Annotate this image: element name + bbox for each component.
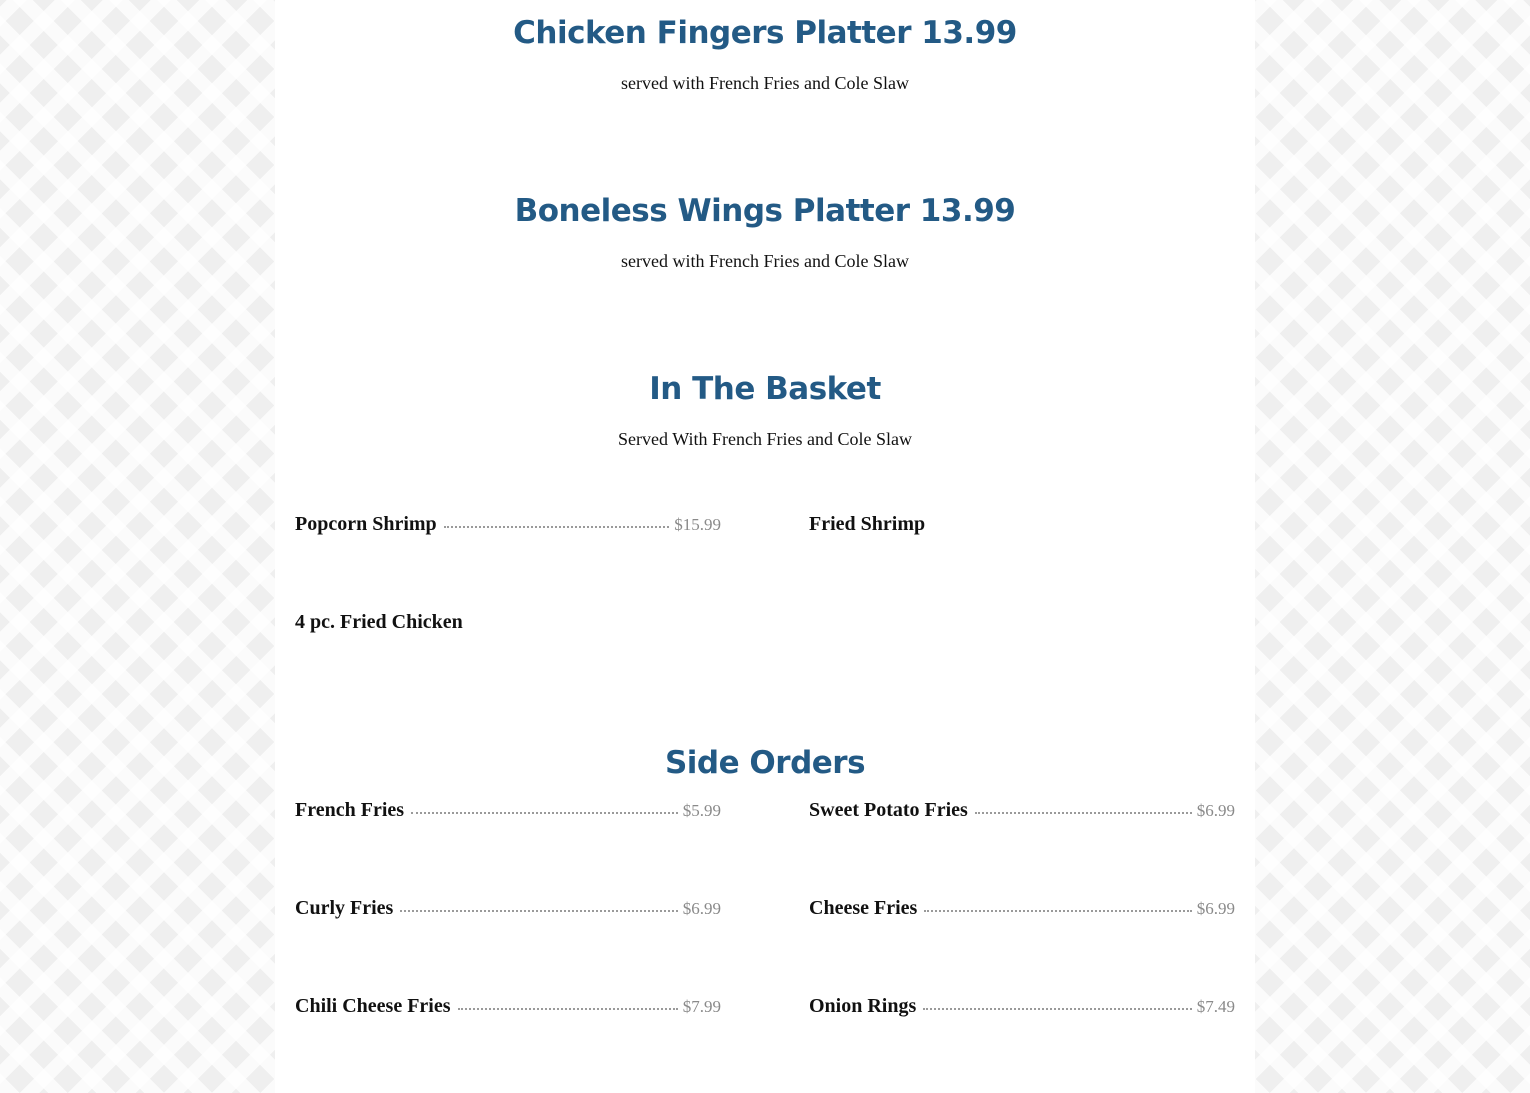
in-the-basket-description: Served With French Fries and Cole Slaw — [618, 429, 912, 449]
menu-item-onion-rings — [809, 995, 1235, 1023]
menu-item-price: $6.99 — [682, 899, 721, 918]
menu-item-price: $7.49 — [1196, 997, 1235, 1016]
dotted-leader — [924, 910, 1191, 912]
menu-item-price: $15.99 — [674, 515, 721, 534]
menu-item-name: Curly Fries — [295, 897, 394, 919]
in-the-basket-heading: In The Basket — [649, 371, 881, 407]
dotted-leader — [400, 910, 677, 912]
dotted-leader — [458, 1008, 678, 1010]
chicken-fingers-platter-heading: Chicken Fingers Platter 13.99 — [513, 15, 1017, 51]
menu-item-popcorn-shrimp — [295, 513, 721, 541]
menu-item-curly-fries — [295, 897, 721, 925]
menu-item-price: $6.99 — [1196, 801, 1235, 820]
menu-item-fried-shrimp — [809, 513, 1235, 541]
menu-item-name: Cheese Fries — [809, 897, 918, 919]
chicken-fingers-platter-description: served with French Fries and Cole Slaw — [621, 73, 909, 93]
menu-item-name: Sweet Potato Fries — [809, 799, 968, 821]
menu-item-cheese-fries — [809, 897, 1235, 925]
dotted-leader — [923, 1008, 1191, 1010]
menu-item-price: $5.99 — [682, 801, 721, 820]
menu-item-name: Fried Shrimp — [809, 513, 926, 535]
side-orders-heading: Side Orders — [664, 745, 866, 781]
dotted-leader — [444, 526, 670, 528]
boneless-wings-platter-heading: Boneless Wings Platter 13.99 — [514, 193, 1016, 229]
menu-item-sweet-potato-fries — [809, 799, 1235, 827]
menu-item-name: 4 pc. Fried Chicken — [295, 611, 463, 633]
menu-item-4pc-fried-chicken — [295, 611, 721, 639]
dotted-leader — [411, 812, 678, 814]
boneless-wings-platter-description: served with French Fries and Cole Slaw — [621, 251, 909, 271]
menu-item-name: Onion Rings — [809, 995, 917, 1017]
menu-item-chili-cheese-fries — [295, 995, 721, 1023]
menu-item-name: Popcorn Shrimp — [295, 513, 437, 535]
dotted-leader — [975, 812, 1192, 814]
menu-item-price: $6.99 — [1196, 899, 1235, 918]
menu-item-name: Chili Cheese Fries — [295, 995, 451, 1017]
menu-item-price: $7.99 — [682, 997, 721, 1016]
menu-item-french-fries — [295, 799, 721, 827]
menu-item-name: French Fries — [295, 799, 405, 821]
menu-page — [275, 0, 1255, 1093]
